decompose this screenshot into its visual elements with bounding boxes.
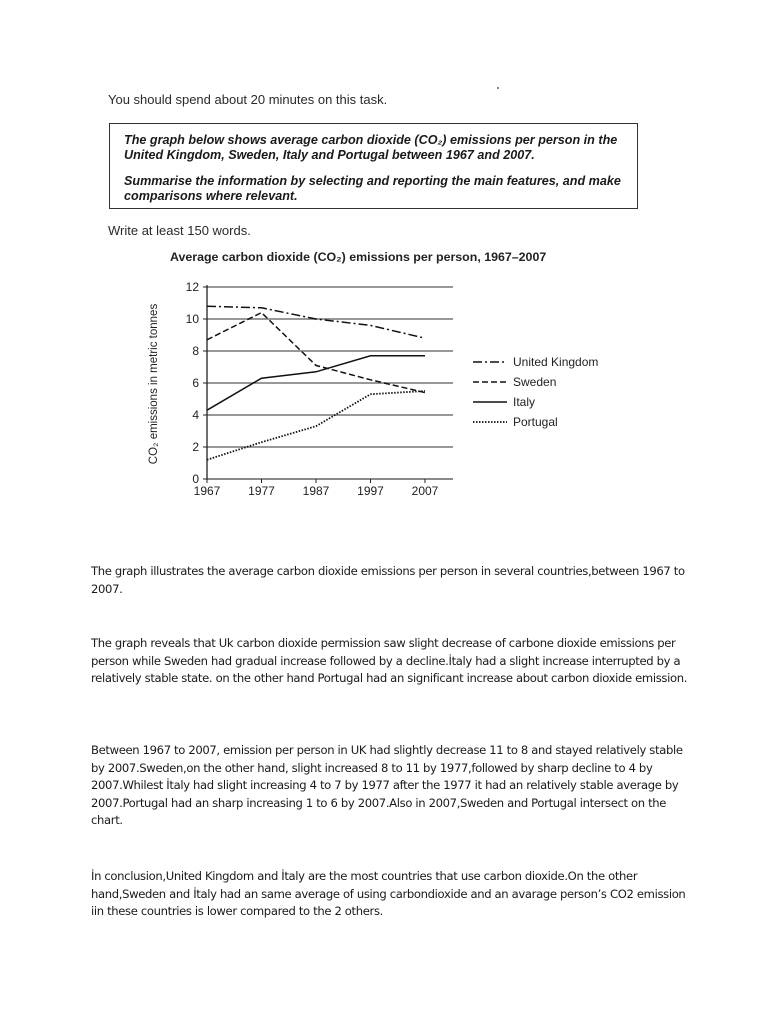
y-tick-label: 10 [185,312,199,326]
task-instruction: You should spend about 20 minutes on this task. [108,92,388,107]
legend-label: United Kingdom [513,355,599,369]
x-tick-label: 1997 [357,484,384,498]
x-tick-label: 1967 [193,484,221,498]
y-tick-label: 4 [192,408,199,422]
word-requirement: Write at least 150 words. [108,223,251,238]
essay-details [91,742,691,830]
x-tick-label: 1977 [248,484,275,498]
essay-paragraph-4: İn conclusion,United Kingdom and İtaly are the most countries that use carbon dioxide.On the other hand,Sweden and İtaly had an same average of using carbondioxide and an avarage person’s CO2 emission iin these countries is lower compared to the 2 others. [91,869,686,918]
legend-label: Portugal [513,415,558,429]
series-line-sweden [207,313,425,393]
chart-title: Average carbon dioxide (CO₂) emissions per person, 1967–2007 [170,250,547,264]
x-tick-label: 2007 [411,484,439,498]
y-tick-label: 0 [192,472,199,486]
stray-mark [497,87,499,89]
essay-paragraph-3: Between 1967 to 2007, emission per person in UK had slightly decrease 11 to 8 and stayed relatively stable by 2007.Sweden,on the other hand, slight increased 8 to 11 by 1977,followed by sharp decline to 4 by 2007.Whilest İtaly had slight increasing 4 to 7 by 1977 after the 1977 it had an relatively stable average by 2007.Portugal had an sharp increasing 1 to 6 by 2007.Also in 2007,Sweden and Portugal intersect on the chart. [91,743,683,827]
y-tick-label: 6 [192,376,199,390]
essay-introduction [91,563,691,598]
series-line-united-kingdom [207,306,425,338]
chart-axes [203,285,453,483]
legend-label: Sweden [513,375,557,389]
line-chart [140,270,630,500]
y-tick-label: 8 [192,344,199,358]
legend-label: Italy [513,395,536,409]
essay-conclusion [91,868,691,921]
x-axis-ticks [194,484,439,498]
series-line-portugal [207,391,425,460]
essay-overview [91,635,691,688]
chart-legend [473,355,598,429]
y-tick-label: 12 [185,280,199,294]
y-axis-label: CO₂ emissions in metric tonnes [148,303,160,465]
essay-paragraph-1: The graph illustrates the average carbon dioxide emissions per person in several countries,between 1967 to 2007. [91,564,685,596]
task-prompt-description: The graph below shows average carbon dioxide (CO₂) emissions per person in the United Kingdom, Sweden, Italy and Portugal between 1967 and 2007. [124,133,618,162]
x-tick-label: 1987 [302,484,330,498]
essay-paragraph-2: The graph reveals that Uk carbon dioxide permission saw slight decrease of carbone dioxide emissions per person while Sweden had gradual increase followed by a decline.İtaly had a slight increase interrupted by a relatively stable state. on the other hand Portugal had an significant increase about carbon dioxide emission. [91,636,688,685]
y-tick-label: 2 [192,440,199,454]
task-prompt-box [109,123,638,209]
task-prompt-directive: Summarise the information by selecting and reporting the main features, and make comparisons where relevant. [124,174,621,203]
y-axis-ticks [186,280,200,486]
